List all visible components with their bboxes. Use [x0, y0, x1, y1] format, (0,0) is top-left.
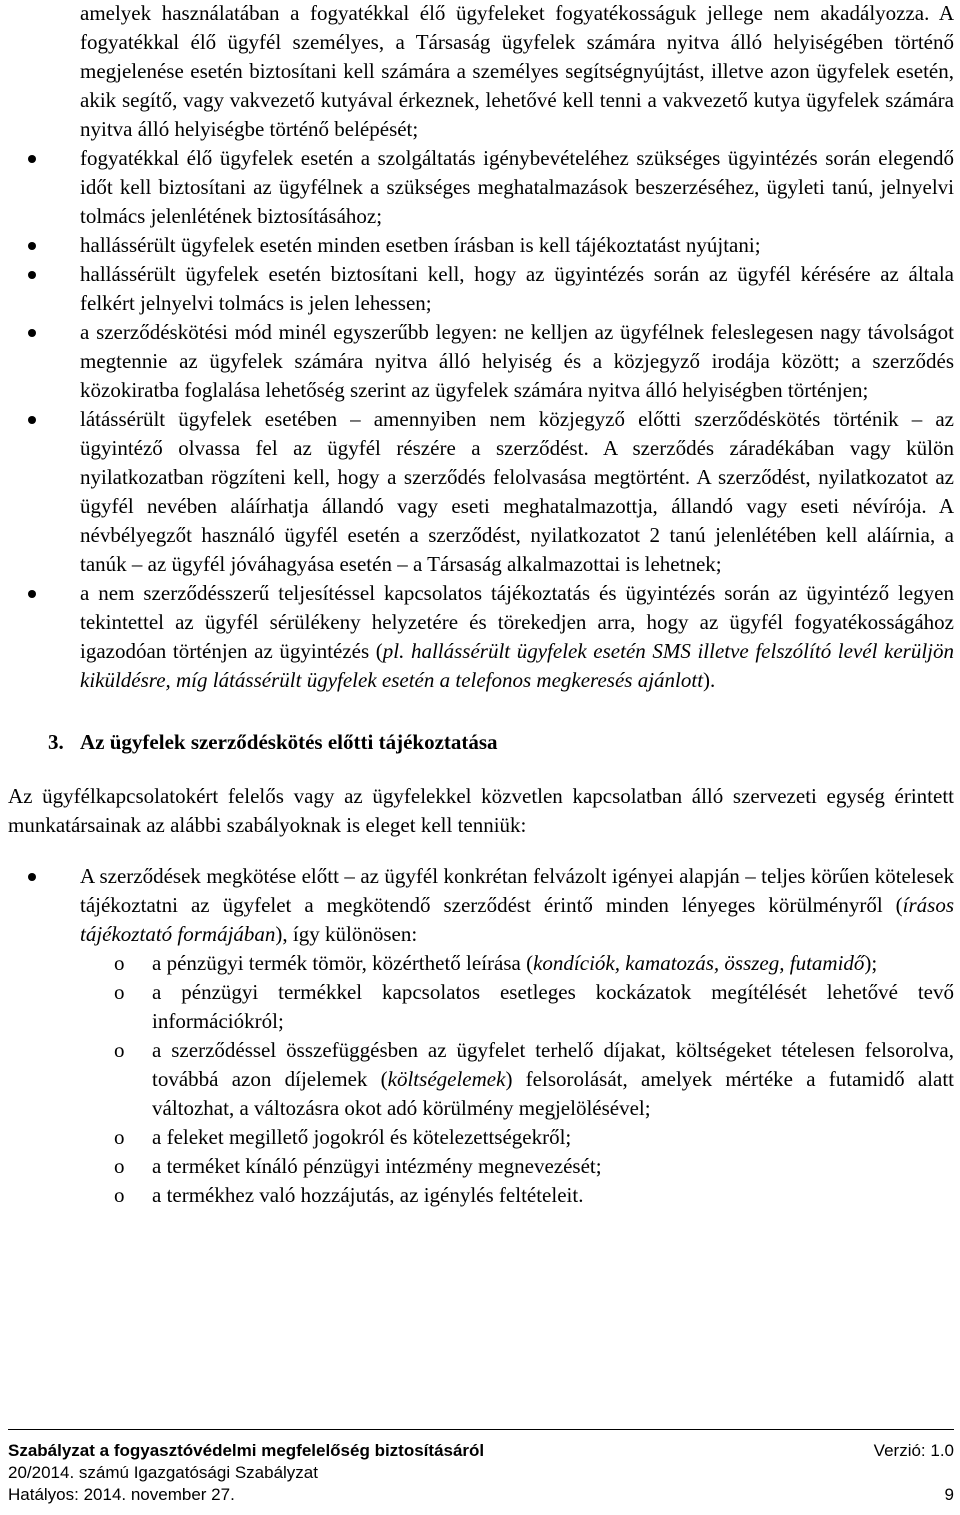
sub-list-item [80, 1036, 954, 1123]
sub-item-tail: ); [864, 951, 878, 975]
footer-row-effective [8, 1484, 954, 1506]
list-item-text: látássérült ügyfelek esetében – amennyiben nem közjegyző előtti szerződéskötés történik – az ügyintéző olvassa fel az ügyfél részére a szerződést. A szerződés záradékában vagy külön nyilatkozatban rögzíteni kell, hogy a szerződés felolvasása megtörtént. A szerződést, nyilatkozatot az ügyfél nevében aláírhatja állandó vagy eseti meghatalmazottja, állandó vagy eseti névírója. A névbélyegzőt használó ügyfél esetén a szerződést, nyilatkozatot 2 tanú jelenlétében kell aláírnia, a tanúk – az ügyfél jóváhagyása esetén – a Társaság alkalmazottai is lehetnek; [80, 407, 954, 576]
sub-bullet-marker: o [114, 1183, 125, 1207]
document-page [8, 0, 954, 1210]
list-item-text: a szerződéskötési mód minél egyszerűbb legyen: ne kelljen az ügyfélnek feleslegesen nagy távolságot megtennie az ügyfelek számára nyitva álló helyiség és a közjegyző irodája között; a szerződés közokiratba foglalása lehetőség szerint az ügyfelek számára nyitva álló helyiségben történjen; [80, 320, 954, 402]
sub-list-item [80, 978, 954, 1036]
information-rules-list [8, 862, 954, 1210]
sub-list-item [80, 1181, 954, 1210]
footer-page-number: 9 [944, 1485, 954, 1504]
footer-regulation: 20/2014. számú Igazgatósági Szabályzat [8, 1463, 318, 1482]
sub-item-text: a pénzügyi termékkel kapcsolatos esetleges kockázatok megítélését lehetővé tevő információkról; [152, 980, 954, 1033]
list-item-italic: írásos tájékoztató formájában [80, 893, 954, 946]
section-paragraph: Az ügyfélkapcsolatokért felelős vagy az ügyfelekkel közvetlen kapcsolatban álló szervezeti egység érintett munkatársainak az alábbi szabályoknak is eleget kell tenniük: [8, 784, 954, 837]
section-heading [8, 728, 954, 757]
list-item-text: hallássérült ügyfelek esetén minden esetben írásban is kell tájékoztatást nyújtani; [80, 233, 761, 257]
sub-item-tail: ) felsorolását, amelyek mértéke a futamidő alatt változhat, a változásra okot adó körülmény megjelölésével; [152, 1067, 954, 1120]
list-item-text: a nem szerződésszerű teljesítéssel kapcsolatos tájékoztatás és ügyintézés során az ügyintéző legyen tekintettel az ügyfél sérülékeny helyzetére és törekedjen arra, hogy az ügyfél fogyatékosságához igazodóan történjen az ügyintézés ( [80, 581, 954, 663]
sub-bullet-marker: o [114, 1038, 125, 1062]
sub-item-text: a termékhez való hozzájutás, az igénylés feltételeit. [152, 1183, 584, 1207]
continued-bullet-text [80, 0, 954, 144]
list-item-text: A szerződések megkötése előtt – az ügyfél konkrétan felvázolt igényei alapján – teljes körűen kötelesek tájékoztatni az ügyfelet a megkötendő szerződést érintő minden lényeges körülményről ( [80, 864, 954, 917]
sub-bullet-marker: o [114, 951, 125, 975]
accessibility-rules-list [8, 144, 954, 695]
footer-version: Verzió: 1.0 [873, 1441, 954, 1460]
list-item-italic: pl. hallássérült ügyfelek esetén SMS illetve felszólító levél kerüljön kiküldésre, míg látássérült ügyfelek esetén a telefonos megkeresés ajánlott [80, 639, 955, 692]
sub-list-item [80, 949, 954, 978]
list-item [8, 260, 954, 318]
sub-item-text: a szerződéssel összefüggésben az ügyfelet terhelő díjakat, költségeket tételesen felsorolva, továbbá azon díjelemek ( [152, 1038, 954, 1091]
sub-bullet-marker: o [114, 980, 125, 1004]
list-item-text: hallássérült ügyfelek esetén biztosítani kell, hogy az ügyintézés során az ügyfél kérésére az általa felkért jelnyelvi tolmács is jelen lehessen; [80, 262, 954, 315]
continued-text: amelyek használatában a fogyatékkal élő ügyfeleket fogyatékosságuk jellege nem akadályozza. A fogyatékkal élő ügyfél személyes, a Társaság ügyfelek számára nyitva álló helyiségében történő megjelenése esetén biztosítani kell számára a személyes segítségnyújtást, illetve azon ügyfelek esetén, akik segítő, vagy vakvezető kutyával érkeznek, lehetővé kell tenni a vakvezető kutya ügyfelek számára nyitva álló helyiségbe történő belépését; [80, 1, 954, 141]
sub-item-text: a pénzügyi termék tömör, közérthető leírása ( [152, 951, 534, 975]
sub-item-italic: költségelemek [387, 1067, 506, 1091]
section-title: Az ügyfelek szerződéskötés előtti tájékoztatása [80, 730, 498, 754]
list-item [8, 579, 954, 695]
footer-row-title [8, 1440, 954, 1462]
sub-bullet-marker: o [114, 1125, 125, 1149]
sub-list-item [80, 1152, 954, 1181]
sub-bullet-marker: o [114, 1154, 125, 1178]
sub-item-text: a feleket megillető jogokról és kötelezettségekről; [152, 1125, 572, 1149]
list-item [8, 144, 954, 231]
sub-item-italic: kondíciók, kamatozás, összeg, futamidő [533, 951, 865, 975]
list-item [8, 405, 954, 579]
footer-row-regulation [8, 1462, 954, 1484]
list-item [8, 231, 954, 260]
list-item-tail: ), így különösen: [275, 922, 418, 946]
section-number: 3. [48, 730, 64, 754]
list-item [8, 318, 954, 405]
sub-item-text: a terméket kínáló pénzügyi intézmény megnevezését; [152, 1154, 602, 1178]
footer-effective-date: Hatályos: 2014. november 27. [8, 1485, 235, 1504]
list-item-text: fogyatékkal élő ügyfelek esetén a szolgáltatás igénybevételéhez szükséges ügyintézés során elegendő időt kell biztosítani az ügyfélnek a szükséges meghatalmazások beszerzéséhez, ügyleti tanú, jelnyelvi tolmács jelenlétének biztosításához; [80, 146, 954, 228]
list-item-tail: ). [703, 668, 716, 692]
sub-list [80, 949, 954, 1210]
footer-document-title: Szabályzat a fogyasztóvédelmi megfelelőség biztosításáról [8, 1441, 485, 1460]
list-item [8, 862, 954, 1210]
page-footer [8, 1429, 954, 1506]
sub-list-item [80, 1123, 954, 1152]
